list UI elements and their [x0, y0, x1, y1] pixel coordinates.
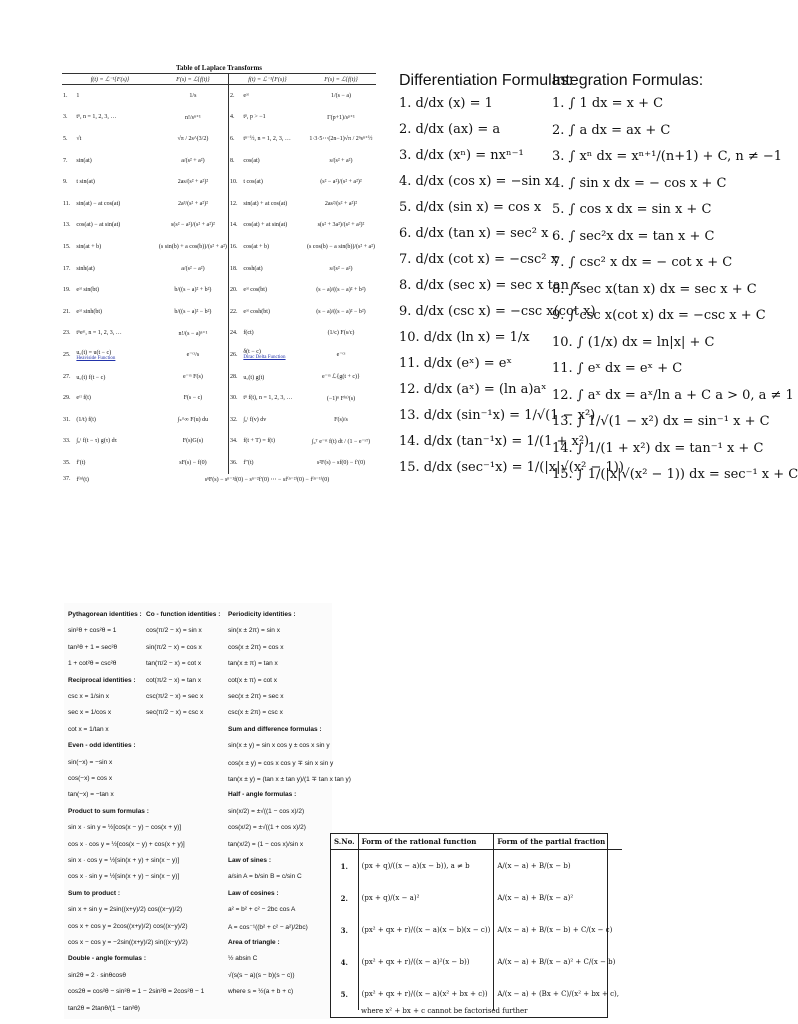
laplace-cell: 25. [63, 351, 71, 358]
differentiation-formula: 11. d/dx (eˣ) = eˣ [399, 356, 513, 371]
laplace-cell: eᵃᵗ cos(bt) [243, 287, 267, 294]
laplace-cell: 1. [63, 92, 68, 99]
pf-cell: A/(x − a) + B/(x − a)² + C/(x − b) [497, 958, 616, 966]
laplace-row [62, 171, 376, 193]
laplace-cell: (s cos(b) − a sin(b))/(s² + a²) [306, 243, 375, 250]
trig-formula: √(s(s − a)(s − b)(s − c)) [228, 971, 295, 979]
trig-formula: csc(x ± 2π) = csc x [228, 709, 283, 717]
laplace-cell: 3. [63, 114, 68, 121]
trig-formula: cos(π/2 − x) = sin x [146, 627, 202, 635]
laplace-cell: 23. [63, 330, 71, 337]
laplace-cell: f″(t) [243, 459, 254, 466]
differentiation-formula: 1. d/dx (x) = 1 [399, 96, 493, 111]
trig-formula: cos x + cos y = 2cos((x+y)/2) cos((x−y)/2) [68, 922, 188, 930]
laplace-cell: 1 [76, 92, 80, 99]
laplace-cell: 15. [63, 243, 71, 250]
laplace-cell: cos(at) − at sin(at) [76, 222, 121, 229]
integration-formula: 4. ∫ sin x dx = − cos x + C [552, 175, 727, 191]
laplace-cell: eᶜᵗ f(t) [76, 395, 91, 402]
laplace-row [62, 236, 376, 258]
laplace-cell: sF(s) − f(0) [158, 452, 229, 474]
laplace-cell: sin(at) [76, 157, 92, 164]
trig-formula: tan(π/2 − x) = cot x [146, 660, 202, 668]
trig-section-heading: Co - function identities : [146, 611, 221, 618]
laplace-cell: e⁻ᶜˢ ℒ{g(t + c)} [322, 374, 360, 381]
pf-header-rational: Form of the rational function [358, 834, 494, 850]
laplace-cell: ∫ₛ^∞ F(u) du [158, 409, 229, 431]
trig-formula: sin(−x) = −sin x [68, 758, 113, 766]
laplace-cell: f′(t) [76, 459, 86, 466]
laplace-cell: 18. [229, 265, 238, 272]
differentiation-title: Differentiation Formulas: [399, 72, 573, 89]
trig-formula: A = cos⁻¹((b² + c² − a²)/2bc) [228, 923, 308, 931]
trig-formula: tan²θ + 1 = sec²θ [68, 643, 118, 651]
laplace-cell: f⁽ⁿ⁾(t) [76, 476, 89, 483]
integration-formula: 9. ∫ csc x(cot x) dx = −csc x + C [552, 308, 766, 323]
laplace-cell: ∫₀ᵀ e⁻ˢᵗ f(t) dt / (1 − e⁻ˢᵀ) [311, 438, 371, 445]
laplace-cell: t cos(at) [243, 179, 263, 186]
laplace-cell: (1/c) F(s/c) [327, 330, 355, 337]
trig-formula: sec(x ± 2π) = sec x [228, 693, 284, 700]
laplace-cell: tᵖ, p > −1 [243, 114, 266, 121]
integration-formula: 2. ∫ a dx = ax + C [552, 122, 671, 138]
trig-formula: cot(π/2 − x) = tan x [146, 676, 202, 684]
differentiation-formula: 8. d/dx (sec x) = sec x tan x [399, 278, 581, 293]
integration-formula: 10. ∫ (1/x) dx = ln|x| + C [552, 334, 715, 350]
laplace-row [62, 150, 376, 172]
trig-formula: cos x · sin y = ½[sin(x + y) − sin(x − y)] [68, 873, 180, 881]
trig-section-heading: Area of triangle : [228, 939, 280, 946]
laplace-cell: (1/t) f(t) [76, 416, 96, 423]
laplace-row [62, 323, 376, 345]
pf-cell: A/(x − a) + B/(x − b) [497, 862, 571, 870]
laplace-cell: 28. [229, 373, 238, 380]
trig-section-heading: Product to sum formulas : [68, 807, 149, 815]
pf-cell: 4. [331, 946, 358, 978]
laplace-cell: 33. [63, 438, 71, 445]
laplace-header: f(t) = ℒ⁻¹{F(s)} [228, 74, 306, 85]
pf-cell: (px² + qx + r)/((x − a)(x − b)(x − c)) [358, 914, 494, 946]
laplace-header: f(t) = ℒ⁻¹{F(s)} [62, 74, 158, 85]
integration-formula: 15. ∫ 1/(|x|√(x² − 1)) dx = sec⁻¹ x + C [552, 467, 798, 482]
partial-fraction-table [330, 833, 619, 1018]
pf-note: where x² + bx + c cannot be factorised further [361, 1007, 528, 1015]
differentiation-formula: 7. d/dx (cot x) = −csc² x [399, 252, 558, 267]
trig-section-heading: Pythagorean identities : [68, 611, 142, 618]
laplace-cell: sin(at + b) [76, 243, 102, 250]
differentiation-formula: 4. d/dx (cos x) = −sin x [399, 174, 553, 189]
integration-formula: 6. ∫ sec²x dx = tan x + C [552, 228, 715, 244]
trig-section-heading: Law of sines : [228, 857, 271, 864]
laplace-cell: (s² − a²)/(s² + a²)² [320, 179, 362, 186]
laplace-cell: 17. [63, 265, 71, 272]
laplace-cell: tⁿ⁻½, n = 1, 2, 3, … [243, 136, 291, 143]
laplace-row [62, 344, 376, 366]
differentiation-formula: 5. d/dx (sin x) = cos x [399, 200, 542, 215]
laplace-cell: cos(at + b) [243, 243, 270, 250]
laplace-cell: n!/(s − a)ⁿ⁺¹ [158, 323, 229, 345]
laplace-cell: 5. [63, 135, 68, 142]
pf-cell: A/(x − a) + (Bx + C)/(x² + bx + c), [497, 990, 619, 998]
laplace-cell: 13. [63, 222, 71, 229]
laplace-cell: ∫₀ᵗ f(v) dv [243, 416, 267, 423]
laplace-row [62, 452, 376, 474]
laplace-cell: 36. [229, 459, 238, 466]
pf-header-sno: S.No. [331, 834, 358, 850]
pf-cell: (px² + qx + r)/((x − a)²(x − b)) [358, 946, 494, 978]
laplace-cell: u꜀(t) = u(t − c) Heaviside Function [75, 344, 158, 366]
laplace-cell: a/(s² + a²) [158, 150, 229, 172]
laplace-cell: δ(t − c) Dirac Delta Function [242, 344, 306, 366]
trig-formula: a/sin A = b/sin B = c/sin C [228, 873, 302, 881]
laplace-cell: (s − a)/((s − a)² + b²) [316, 287, 366, 294]
laplace-cell: ∫₀ᵗ f(t − τ) g(τ) dτ [76, 438, 118, 445]
integration-formula: 1. ∫ 1 dx = x + C [552, 96, 664, 111]
laplace-cell: e⁻ᶜˢ [336, 352, 346, 359]
differentiation-formula: 15. d/dx (sec⁻¹x) = 1/(|x|√(x² − 1)) [399, 460, 624, 475]
integration-formula: 11. ∫ eˣ dx = eˣ + C [552, 361, 683, 376]
laplace-cell: sin(at) + at cos(at) [243, 200, 288, 207]
laplace-cell: 21. [63, 308, 71, 315]
laplace-cell: 37. [63, 476, 71, 483]
trig-formula: cos x − cos y = −2sin((x+y)/2) sin((x−y)/2) [68, 939, 188, 946]
trig-section-heading: Half - angle formulas : [228, 791, 297, 799]
integration-formula: 13. ∫ 1/√(1 − x²) dx = sin⁻¹ x + C [552, 414, 770, 429]
differentiation-formula: 13. d/dx (sin⁻¹x) = 1/√(1 − x²) [399, 408, 596, 423]
trig-formula: tan2θ = 2tanθ/(1 − tan²θ) [68, 1004, 140, 1012]
laplace-cell: F(s)G(s) [158, 431, 229, 453]
pf-cell: A/(x − a) + B/(x − b) + C/(x − c) [497, 926, 613, 934]
laplace-cell: 16. [229, 243, 238, 250]
laplace-cell: eᵃᵗ cosh(bt) [243, 308, 270, 315]
laplace-row [62, 107, 376, 129]
differentiation-formula: 12. d/dx (aˣ) = (ln a)aˣ [399, 382, 547, 397]
laplace-cell: t sin(at) [76, 179, 95, 186]
trig-section-heading: Periodicity identities : [228, 611, 296, 618]
pf-row [331, 914, 622, 946]
pf-cell: (px + q)/((x − a)(x − b)), a ≠ b [358, 850, 494, 883]
heaviside-link[interactable]: Heaviside Function [76, 356, 116, 362]
laplace-cell: a/(s² − a²) [158, 258, 229, 280]
differentiation-formula: 3. d/dx (xⁿ) = nxⁿ⁻¹ [399, 148, 524, 163]
laplace-cell: tⁿeᵃᵗ, n = 1, 2, 3, … [76, 330, 122, 337]
trig-formula: sin x + sin y = 2sin((x+y)/2) cos((x−y)/2) [68, 906, 183, 914]
trig-formula: cos(−x) = cos x [68, 775, 113, 782]
laplace-cell: 31. [63, 416, 71, 423]
laplace-cell: s/(s² − a²) [329, 265, 353, 272]
laplace-cell: Γ(p+1)/sᵖ⁺¹ [327, 114, 355, 121]
laplace-header: F(s) = ℒ{f(t)} [158, 74, 229, 85]
laplace-cell: √t [76, 135, 82, 142]
laplace-row [62, 128, 376, 150]
trig-formula: sin²θ + cos²θ = 1 [68, 627, 117, 635]
laplace-cell: s(s² + 3a²)/(s² + a²)² [317, 222, 365, 229]
laplace-cell: s(s² − a²)/(s² + a²)² [158, 215, 229, 237]
laplace-row [62, 258, 376, 280]
pf-cell: (px² + qx + r)/((x − a)(x² + bx + c)) [358, 978, 494, 1010]
trig-section-heading: Reciprocal identities : [68, 676, 136, 684]
integration-formula: 8. ∫ sec x(tan x) dx = sec x + C [552, 281, 757, 297]
laplace-cell: 1/(s − a) [330, 92, 351, 99]
pf-row [331, 882, 622, 914]
laplace-cell: 24. [229, 330, 238, 337]
laplace-cell: 29. [63, 395, 71, 402]
laplace-cell: 14. [229, 222, 238, 229]
trig-section-heading: Law of cosines : [228, 889, 279, 897]
trig-formula: csc(π/2 − x) = sec x [146, 693, 204, 700]
trig-formula: cos(x ± 2π) = cos x [228, 643, 284, 651]
laplace-cell: 11. [63, 200, 71, 207]
pf-cell: 5. [331, 978, 358, 1010]
trig-formula: cos(x/2) = ±√((1 + cos x)/2) [228, 824, 306, 832]
laplace-cell: eᵃᵗ sinh(bt) [76, 308, 103, 315]
laplace-cell: e⁻ᶜˢ/s [158, 344, 229, 366]
integration-formula: 5. ∫ cos x dx = sin x + C [552, 202, 712, 217]
laplace-cell: cos(at) [243, 157, 260, 164]
laplace-cell: 26. [229, 351, 238, 358]
laplace-cell: u꜀(t) f(t − c) [76, 374, 106, 381]
laplace-cell: (s sin(b) + a cos(b))/(s² + a²) [158, 236, 229, 258]
integration-formula: 12. ∫ aˣ dx = aˣ/ln a + C a > 0, a ≠ 1 [552, 387, 794, 403]
trig-formula: tan(x ± π) = tan x [228, 660, 278, 668]
laplace-cell: 22. [229, 308, 238, 315]
laplace-cell: cosh(at) [243, 265, 263, 272]
integration-title: Integration Formulas: [552, 72, 704, 89]
trig-formula: sec(π/2 − x) = csc x [146, 709, 204, 717]
trig-section-heading: Double - angle formulas : [68, 955, 147, 963]
laplace-cell: F(s)/s [334, 416, 348, 423]
trig-formula: cos x · cos y = ½[cos(x − y) + cos(x + y)] [68, 840, 185, 848]
laplace-cell: s/(s² + a²) [329, 157, 353, 164]
trig-section-heading: Even - odd identities : [68, 742, 136, 750]
pf-row [331, 978, 622, 1010]
trig-formula: tan(x ± y) = (tan x ± tan y)/(1 ∓ tan x tan y) [228, 776, 351, 783]
laplace-cell: 20. [229, 287, 238, 294]
laplace-cell: 32. [229, 416, 238, 423]
laplace-cell: 1/s [158, 85, 229, 107]
trig-formula: cot x = 1/tan x [68, 725, 109, 733]
trig-formula: csc x = 1/sin x [68, 693, 109, 700]
trig-formula: sin(x ± 2π) = sin x [228, 627, 280, 635]
pf-cell: 3. [331, 914, 358, 946]
trig-formula: a² = b² + c² − 2bc cos A [228, 906, 296, 914]
laplace-cell: (s − a)/((s − a)² − b²) [316, 308, 366, 315]
pf-row [331, 850, 622, 883]
laplace-cell: 34. [229, 438, 238, 445]
laplace-grid [62, 73, 376, 485]
laplace-cell: s²F(s) − sf(0) − f′(0) [316, 459, 366, 466]
laplace-cell: 35. [63, 459, 71, 466]
laplace-cell: 12. [229, 200, 238, 207]
pf-cell: 1. [331, 850, 358, 883]
laplace-cell: 4. [229, 114, 235, 121]
laplace-cell: 7. [63, 157, 68, 164]
laplace-cell: tⁿ f(t), n = 1, 2, 3, … [243, 395, 293, 402]
laplace-cell: sin(at) − at cos(at) [76, 200, 121, 207]
trig-formula: ½ absin C [228, 955, 258, 963]
laplace-cell: √π / 2s^(3/2) [158, 128, 229, 150]
laplace-cell: cos(at) + at sin(at) [243, 222, 288, 229]
integration-formula: 14. ∫ 1/(1 + x²) dx = tan⁻¹ x + C [552, 440, 764, 456]
trig-formula: sin(x ± y) = sin x cos y ± cos x sin y [228, 742, 330, 750]
laplace-cell: 2a³/(s² + a²)² [158, 193, 229, 215]
laplace-cell: sinh(at) [76, 265, 95, 272]
trig-section-heading: Sum to product : [68, 889, 120, 897]
trig-section-heading: Sum and difference formulas : [228, 725, 322, 733]
trig-formula: where s = ½(a + b + c) [228, 988, 294, 996]
trig-formula: tan(x/2) = (1 − cos x)/sin x [228, 840, 304, 848]
laplace-cell: f(t + T) = f(t) [243, 438, 275, 445]
laplace-row [62, 366, 376, 388]
laplace-row [62, 409, 376, 431]
laplace-cell: u꜀(t) g(t) [243, 374, 265, 381]
laplace-cell: 10. [229, 179, 238, 186]
laplace-cell: sⁿF(s) − sⁿ⁻¹f(0) − sⁿ⁻²f′(0) ⋯ − sf⁽ⁿ⁻²⁾(0) − f⁽ⁿ⁻¹⁾(0) [204, 476, 330, 483]
laplace-cell: 30. [229, 395, 238, 402]
trig-formula: sec x = 1/cos x [68, 709, 112, 717]
laplace-row [62, 85, 376, 107]
trig-formula: sin2θ = 2 · sinθcosθ [68, 971, 126, 979]
integration-list [552, 96, 798, 496]
differentiation-formula: 14. d/dx (tan⁻¹x) = 1/(1 + x²) [399, 434, 590, 449]
differentiation-formula: 6. d/dx (tan x) = sec² x [399, 226, 549, 241]
laplace-row [62, 387, 376, 409]
laplace-cell: b/((s − a)² + b²) [158, 279, 229, 301]
laplace-row [62, 301, 376, 323]
laplace-cell: 19. [63, 287, 71, 294]
laplace-cell: tⁿ, n = 1, 2, 3, … [76, 114, 117, 121]
trig-formula: sin x · sin y = ½[cos(x − y) − cos(x + y)] [68, 824, 182, 832]
pf-row [331, 946, 622, 978]
differentiation-formula: 9. d/dx (csc x) = −csc x(cot x) [399, 304, 596, 319]
integration-formula: 3. ∫ xⁿ dx = xⁿ⁺¹/(n+1) + C, n ≠ −1 [552, 149, 783, 164]
laplace-row [62, 193, 376, 215]
trig-formula: cos2θ = cos²θ − sin²θ = 1 − 2sin²θ = 2cos²θ − 1 [68, 988, 205, 996]
pf-header-partial: Form of the partial fraction [494, 834, 622, 850]
laplace-cell: eᵃᵗ sin(bt) [76, 287, 100, 294]
laplace-cell: 1·3·5⋯(2n−1)√π / 2ⁿsⁿ⁺½ [309, 136, 373, 143]
laplace-cell: 27. [63, 373, 71, 380]
differentiation-formula: 2. d/dx (ax) = a [399, 122, 501, 137]
trig-formula: sin(π/2 − x) = cos x [146, 643, 202, 651]
pf-cell: (px + q)/(x − a)² [358, 882, 494, 914]
laplace-cell: n!/sⁿ⁺¹ [158, 107, 229, 129]
laplace-cell: eᵃᵗ [243, 92, 249, 99]
laplace-header: F(s) = ℒ{f(t)} [306, 74, 376, 85]
laplace-cell: 6. [229, 135, 235, 142]
pf-cell: A/(x − a) + B/(x − a)² [497, 894, 574, 902]
trig-formula: sin(x/2) = ±√((1 − cos x)/2) [228, 807, 305, 815]
laplace-cell: 9. [63, 179, 68, 186]
integration-formula: 7. ∫ csc² x dx = − cot x + C [552, 255, 733, 270]
laplace-row [62, 474, 376, 485]
pf-cell: 2. [331, 882, 358, 914]
laplace-title: Table of Laplace Transforms [175, 64, 262, 72]
trig-formula: 1 + cot²θ = csc²θ [68, 660, 117, 668]
trig-formula: sin x · cos y = ½[sin(x + y) + sin(x − y)] [68, 857, 180, 864]
trig-formula: cos(x ± y) = cos x cos y ∓ sin x sin y [228, 759, 334, 767]
trig-formula: tan(−x) = −tan x [68, 791, 114, 799]
laplace-row [62, 215, 376, 237]
laplace-table [62, 64, 376, 485]
laplace-row [62, 431, 376, 453]
laplace-cell: f(ct) [243, 330, 254, 337]
laplace-cell: F(s − c) [158, 387, 229, 409]
laplace-cell: 8. [229, 157, 235, 164]
laplace-cell: 2as²/(s² + a²)² [324, 200, 358, 207]
laplace-row [62, 279, 376, 301]
laplace-cell: b/((s − a)² − b²) [158, 301, 229, 323]
differentiation-formula: 10. d/dx (ln x) = 1/x [399, 330, 530, 345]
laplace-cell: e⁻ᶜˢ F(s) [158, 366, 229, 388]
laplace-cell: (−1)ⁿ F⁽ⁿ⁾(s) [326, 395, 356, 402]
dirac-delta-link[interactable]: Dirac Delta Function [243, 355, 286, 361]
trig-formula: cot(x ± π) = cot x [228, 676, 278, 684]
laplace-cell: 2as/(s² + a²)² [158, 171, 229, 193]
laplace-cell: 2. [229, 92, 235, 99]
